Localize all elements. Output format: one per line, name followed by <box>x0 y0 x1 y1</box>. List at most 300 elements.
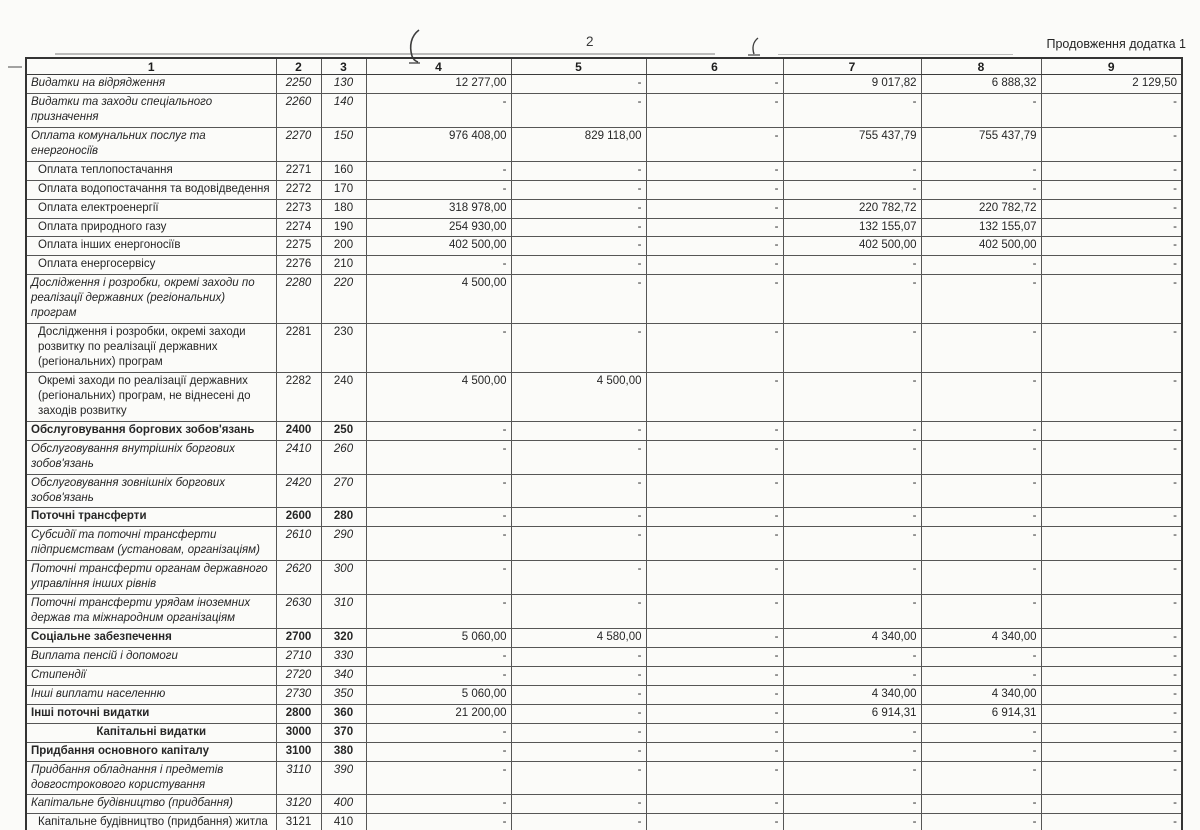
table-row-2260 <box>26 93 1182 127</box>
amount-col-9: - <box>1041 508 1182 527</box>
amount-col-4: - <box>366 93 511 127</box>
amount-col-5: - <box>511 723 646 742</box>
table-row-2400 <box>26 421 1182 440</box>
amount-col-6: - <box>646 237 783 256</box>
kekv-code: 2282 <box>276 372 321 421</box>
amount-col-8: - <box>921 814 1041 830</box>
row-code: 410 <box>321 814 366 830</box>
kekv-code: 2610 <box>276 527 321 561</box>
amount-col-9: - <box>1041 474 1182 508</box>
amount-col-4: - <box>366 508 511 527</box>
amount-col-6: - <box>646 127 783 161</box>
table-row-2250 <box>26 75 1182 94</box>
row-code: 360 <box>321 704 366 723</box>
expenditure-name: Капітальне будівництво (придбання) <box>26 795 276 814</box>
kekv-code: 2271 <box>276 161 321 180</box>
amount-col-8: 4 340,00 <box>921 685 1041 704</box>
amount-col-4: - <box>366 814 511 830</box>
budget-table <box>25 57 1183 830</box>
continuation-note: Продовження додатка 1 <box>1046 37 1186 51</box>
kekv-code: 2272 <box>276 180 321 199</box>
expenditure-name: Обслуговування зовнішніх боргових зобов'язань <box>26 474 276 508</box>
amount-col-8: - <box>921 372 1041 421</box>
amount-col-5: - <box>511 595 646 629</box>
amount-col-9: - <box>1041 742 1182 761</box>
amount-col-8: 402 500,00 <box>921 237 1041 256</box>
amount-col-8: - <box>921 666 1041 685</box>
amount-col-6: - <box>646 761 783 795</box>
amount-col-9: - <box>1041 256 1182 275</box>
amount-col-7: - <box>783 742 921 761</box>
amount-col-9: - <box>1041 218 1182 237</box>
amount-col-7: 4 340,00 <box>783 685 921 704</box>
amount-col-7: 402 500,00 <box>783 237 921 256</box>
amount-col-8: - <box>921 256 1041 275</box>
amount-col-5: 4 500,00 <box>511 372 646 421</box>
column-header-3: 3 <box>321 58 366 75</box>
amount-col-8: - <box>921 595 1041 629</box>
row-code: 350 <box>321 685 366 704</box>
amount-col-4: - <box>366 742 511 761</box>
amount-col-4: 4 500,00 <box>366 275 511 324</box>
table-row-2274 <box>26 218 1182 237</box>
amount-col-9: - <box>1041 161 1182 180</box>
amount-col-4: - <box>366 180 511 199</box>
amount-col-8: - <box>921 161 1041 180</box>
amount-col-6: - <box>646 180 783 199</box>
table-row-2720 <box>26 666 1182 685</box>
table-row-2270 <box>26 127 1182 161</box>
amount-col-5: - <box>511 527 646 561</box>
kekv-code: 2420 <box>276 474 321 508</box>
table-row-3110 <box>26 761 1182 795</box>
amount-col-6: - <box>646 440 783 474</box>
amount-col-9: - <box>1041 440 1182 474</box>
page-number: 2 <box>586 34 594 49</box>
kekv-code: 3121 <box>276 814 321 830</box>
amount-col-5: - <box>511 180 646 199</box>
table-body <box>26 75 1182 830</box>
amount-col-7: - <box>783 372 921 421</box>
row-code: 230 <box>321 324 366 373</box>
kekv-code: 3100 <box>276 742 321 761</box>
kekv-code: 2700 <box>276 629 321 648</box>
table-row-2271 <box>26 161 1182 180</box>
amount-col-4: - <box>366 421 511 440</box>
kekv-code: 2800 <box>276 704 321 723</box>
amount-col-4: - <box>366 161 511 180</box>
amount-col-9: 2 129,50 <box>1041 75 1182 94</box>
amount-col-9: - <box>1041 324 1182 373</box>
table-row-2276 <box>26 256 1182 275</box>
kekv-code: 2630 <box>276 595 321 629</box>
amount-col-9: - <box>1041 685 1182 704</box>
amount-col-9: - <box>1041 595 1182 629</box>
amount-col-7: - <box>783 474 921 508</box>
amount-col-6: - <box>646 723 783 742</box>
amount-col-7: - <box>783 723 921 742</box>
scan-artifact-line <box>778 54 1013 55</box>
expenditure-name: Оплата електроенергії <box>26 199 276 218</box>
table-row-2610 <box>26 527 1182 561</box>
kekv-code: 2276 <box>276 256 321 275</box>
amount-col-7: - <box>783 561 921 595</box>
expenditure-name: Виплата пенсій і допомоги <box>26 647 276 666</box>
kekv-code: 2710 <box>276 647 321 666</box>
amount-col-9: - <box>1041 93 1182 127</box>
amount-col-4: 4 500,00 <box>366 372 511 421</box>
amount-col-8: - <box>921 647 1041 666</box>
expenditure-name: Капітальні видатки <box>26 723 276 742</box>
amount-col-6: - <box>646 666 783 685</box>
amount-col-9: - <box>1041 127 1182 161</box>
amount-col-6: - <box>646 508 783 527</box>
table-row-3000 <box>26 723 1182 742</box>
amount-col-7: - <box>783 421 921 440</box>
amount-col-4: - <box>366 474 511 508</box>
amount-col-4: 5 060,00 <box>366 685 511 704</box>
amount-col-4: - <box>366 647 511 666</box>
amount-col-6: - <box>646 704 783 723</box>
amount-col-4: 402 500,00 <box>366 237 511 256</box>
amount-col-6: - <box>646 527 783 561</box>
kekv-code: 2410 <box>276 440 321 474</box>
amount-col-8: - <box>921 723 1041 742</box>
amount-col-9: - <box>1041 704 1182 723</box>
amount-col-9: - <box>1041 629 1182 648</box>
expenditure-name: Капітальне будівництво (придбання) житла <box>26 814 276 830</box>
amount-col-4: 254 930,00 <box>366 218 511 237</box>
amount-col-4: - <box>366 595 511 629</box>
amount-col-5: 829 118,00 <box>511 127 646 161</box>
row-code: 330 <box>321 647 366 666</box>
kekv-code: 2270 <box>276 127 321 161</box>
amount-col-9: - <box>1041 237 1182 256</box>
amount-col-6: - <box>646 256 783 275</box>
amount-col-6: - <box>646 93 783 127</box>
expenditure-name: Видатки на відрядження <box>26 75 276 94</box>
row-code: 200 <box>321 237 366 256</box>
amount-col-8: 755 437,79 <box>921 127 1041 161</box>
amount-col-4: - <box>366 761 511 795</box>
amount-col-5: - <box>511 237 646 256</box>
table-row-2282 <box>26 372 1182 421</box>
expenditure-name: Оплата теплопостачання <box>26 161 276 180</box>
amount-col-7: 6 914,31 <box>783 704 921 723</box>
amount-col-6: - <box>646 685 783 704</box>
amount-col-9: - <box>1041 527 1182 561</box>
amount-col-8: - <box>921 421 1041 440</box>
amount-col-5: - <box>511 324 646 373</box>
expenditure-name: Окремі заходи по реалізації державних (регіональних) програм, не віднесені до заходів розвитку <box>26 372 276 421</box>
amount-col-6: - <box>646 421 783 440</box>
table-row-2620 <box>26 561 1182 595</box>
amount-col-5: - <box>511 199 646 218</box>
expenditure-name: Інші виплати населенню <box>26 685 276 704</box>
amount-col-7: 9 017,82 <box>783 75 921 94</box>
amount-col-6: - <box>646 324 783 373</box>
table-row-2600 <box>26 508 1182 527</box>
kekv-code: 2260 <box>276 93 321 127</box>
amount-col-6: - <box>646 795 783 814</box>
row-code: 310 <box>321 595 366 629</box>
column-header-6: 6 <box>646 58 783 75</box>
row-code: 130 <box>321 75 366 94</box>
amount-col-5: - <box>511 256 646 275</box>
amount-col-9: - <box>1041 180 1182 199</box>
amount-col-9: - <box>1041 372 1182 421</box>
amount-col-4: 5 060,00 <box>366 629 511 648</box>
row-code: 260 <box>321 440 366 474</box>
amount-col-5: - <box>511 421 646 440</box>
amount-col-7: - <box>783 761 921 795</box>
kekv-code: 2281 <box>276 324 321 373</box>
row-code: 170 <box>321 180 366 199</box>
amount-col-8: - <box>921 742 1041 761</box>
amount-col-4: 12 277,00 <box>366 75 511 94</box>
amount-col-7: - <box>783 527 921 561</box>
amount-col-5: - <box>511 561 646 595</box>
row-code: 320 <box>321 629 366 648</box>
amount-col-5: - <box>511 795 646 814</box>
row-code: 280 <box>321 508 366 527</box>
amount-col-8: 220 782,72 <box>921 199 1041 218</box>
table-row-2800 <box>26 704 1182 723</box>
amount-col-4: - <box>366 723 511 742</box>
amount-col-4: 976 408,00 <box>366 127 511 161</box>
table-row-3121 <box>26 814 1182 830</box>
amount-col-7: - <box>783 93 921 127</box>
row-code: 220 <box>321 275 366 324</box>
table-row-3100 <box>26 742 1182 761</box>
amount-col-7: - <box>783 647 921 666</box>
row-code: 160 <box>321 161 366 180</box>
column-header-5: 5 <box>511 58 646 75</box>
expenditure-name: Поточні трансферти <box>26 508 276 527</box>
amount-col-5: - <box>511 666 646 685</box>
amount-col-8: - <box>921 93 1041 127</box>
table-header <box>26 58 1182 75</box>
amount-col-6: - <box>646 161 783 180</box>
amount-col-5: - <box>511 440 646 474</box>
table-row-2420 <box>26 474 1182 508</box>
amount-col-5: - <box>511 742 646 761</box>
row-code: 390 <box>321 761 366 795</box>
row-code: 340 <box>321 666 366 685</box>
column-header-8: 8 <box>921 58 1041 75</box>
table-row-2700 <box>26 629 1182 648</box>
table-row-2281 <box>26 324 1182 373</box>
amount-col-8: - <box>921 474 1041 508</box>
amount-col-6: - <box>646 218 783 237</box>
amount-col-8: 6 914,31 <box>921 704 1041 723</box>
amount-col-4: 318 978,00 <box>366 199 511 218</box>
amount-col-6: - <box>646 474 783 508</box>
amount-col-5: - <box>511 814 646 830</box>
amount-col-6: - <box>646 629 783 648</box>
amount-col-5: - <box>511 685 646 704</box>
expenditure-name: Придбання основного капіталу <box>26 742 276 761</box>
kekv-code: 2273 <box>276 199 321 218</box>
amount-col-9: - <box>1041 795 1182 814</box>
amount-col-5: - <box>511 275 646 324</box>
kekv-code: 2620 <box>276 561 321 595</box>
table-row-2272 <box>26 180 1182 199</box>
amount-col-8: - <box>921 275 1041 324</box>
kekv-code: 2600 <box>276 508 321 527</box>
expenditure-name: Обслуговування внутрішніх боргових зобов'язань <box>26 440 276 474</box>
row-code: 150 <box>321 127 366 161</box>
amount-col-6: - <box>646 199 783 218</box>
amount-col-5: - <box>511 761 646 795</box>
kekv-code: 2400 <box>276 421 321 440</box>
table-row-2710 <box>26 647 1182 666</box>
row-code: 240 <box>321 372 366 421</box>
amount-col-5: - <box>511 474 646 508</box>
amount-col-5: 4 580,00 <box>511 629 646 648</box>
amount-col-8: 4 340,00 <box>921 629 1041 648</box>
row-code: 180 <box>321 199 366 218</box>
amount-col-7: - <box>783 795 921 814</box>
row-code: 290 <box>321 527 366 561</box>
kekv-code: 2280 <box>276 275 321 324</box>
row-code: 250 <box>321 421 366 440</box>
amount-col-4: - <box>366 527 511 561</box>
amount-col-7: - <box>783 275 921 324</box>
table-row-3120 <box>26 795 1182 814</box>
expenditure-name: Оплата інших енергоносіїв <box>26 237 276 256</box>
amount-col-5: - <box>511 161 646 180</box>
amount-col-7: - <box>783 595 921 629</box>
expenditure-name: Дослідження і розробки, окремі заходи розвитку по реалізації державних (регіональних) програм <box>26 324 276 373</box>
amount-col-4: - <box>366 666 511 685</box>
amount-col-6: - <box>646 75 783 94</box>
amount-col-7: 755 437,79 <box>783 127 921 161</box>
table-row-2630 <box>26 595 1182 629</box>
column-header-1: 1 <box>26 58 276 75</box>
column-header-9: 9 <box>1041 58 1182 75</box>
kekv-code: 2274 <box>276 218 321 237</box>
amount-col-5: - <box>511 704 646 723</box>
expenditure-name: Придбання обладнання і предметів довгострокового користування <box>26 761 276 795</box>
amount-col-9: - <box>1041 647 1182 666</box>
amount-col-8: - <box>921 527 1041 561</box>
amount-col-5: - <box>511 647 646 666</box>
kekv-code: 3000 <box>276 723 321 742</box>
amount-col-5: - <box>511 75 646 94</box>
amount-col-7: - <box>783 324 921 373</box>
column-header-2: 2 <box>276 58 321 75</box>
row-code: 140 <box>321 93 366 127</box>
amount-col-6: - <box>646 647 783 666</box>
table-row-2275 <box>26 237 1182 256</box>
column-header-4: 4 <box>366 58 511 75</box>
kekv-code: 3110 <box>276 761 321 795</box>
amount-col-7: - <box>783 161 921 180</box>
amount-col-8: - <box>921 180 1041 199</box>
amount-col-4: - <box>366 561 511 595</box>
amount-col-4: - <box>366 256 511 275</box>
kekv-code: 2250 <box>276 75 321 94</box>
row-code: 270 <box>321 474 366 508</box>
kekv-code: 3120 <box>276 795 321 814</box>
amount-col-4: - <box>366 324 511 373</box>
amount-col-8: - <box>921 761 1041 795</box>
amount-col-4: - <box>366 795 511 814</box>
amount-col-9: - <box>1041 275 1182 324</box>
amount-col-9: - <box>1041 814 1182 830</box>
amount-col-5: - <box>511 218 646 237</box>
amount-col-6: - <box>646 742 783 761</box>
expenditure-name: Оплата водопостачання та водовідведення <box>26 180 276 199</box>
amount-col-5: - <box>511 93 646 127</box>
expenditure-name: Оплата комунальних послуг та енергоносіїв <box>26 127 276 161</box>
expenditure-name: Поточні трансферти органам державного управління інших рівнів <box>26 561 276 595</box>
amount-col-6: - <box>646 561 783 595</box>
table-row-2280 <box>26 275 1182 324</box>
expenditure-name: Обслуговування боргових зобов'язань <box>26 421 276 440</box>
row-code: 190 <box>321 218 366 237</box>
amount-col-7: 132 155,07 <box>783 218 921 237</box>
scan-artifact-speck <box>8 66 22 68</box>
expenditure-name: Соціальне забезпечення <box>26 629 276 648</box>
amount-col-9: - <box>1041 561 1182 595</box>
amount-col-9: - <box>1041 761 1182 795</box>
amount-col-8: - <box>921 508 1041 527</box>
expenditure-name: Оплата енергосервісу <box>26 256 276 275</box>
column-header-row <box>26 58 1182 75</box>
amount-col-9: - <box>1041 666 1182 685</box>
row-code: 370 <box>321 723 366 742</box>
amount-col-8: 6 888,32 <box>921 75 1041 94</box>
amount-col-6: - <box>646 595 783 629</box>
row-code: 400 <box>321 795 366 814</box>
expenditure-name: Інші поточні видатки <box>26 704 276 723</box>
amount-col-7: - <box>783 256 921 275</box>
amount-col-7: - <box>783 814 921 830</box>
amount-col-5: - <box>511 508 646 527</box>
column-header-7: 7 <box>783 58 921 75</box>
amount-col-7: - <box>783 666 921 685</box>
amount-col-9: - <box>1041 199 1182 218</box>
amount-col-8: - <box>921 561 1041 595</box>
amount-col-9: - <box>1041 421 1182 440</box>
expenditure-name: Стипендії <box>26 666 276 685</box>
amount-col-9: - <box>1041 723 1182 742</box>
kekv-code: 2730 <box>276 685 321 704</box>
amount-col-6: - <box>646 275 783 324</box>
amount-col-6: - <box>646 814 783 830</box>
kekv-code: 2720 <box>276 666 321 685</box>
amount-col-8: - <box>921 324 1041 373</box>
amount-col-6: - <box>646 372 783 421</box>
table-row-2730 <box>26 685 1182 704</box>
amount-col-7: - <box>783 508 921 527</box>
scan-artifact-line <box>55 53 715 55</box>
amount-col-8: 132 155,07 <box>921 218 1041 237</box>
amount-col-7: 220 782,72 <box>783 199 921 218</box>
amount-col-7: - <box>783 440 921 474</box>
expenditure-name: Субсидії та поточні трансферти підприємствам (установам, організаціям) <box>26 527 276 561</box>
expenditure-name: Дослідження і розробки, окремі заходи по реалізації державних (регіональних) програм <box>26 275 276 324</box>
amount-col-7: - <box>783 180 921 199</box>
row-code: 300 <box>321 561 366 595</box>
amount-col-4: - <box>366 440 511 474</box>
amount-col-7: 4 340,00 <box>783 629 921 648</box>
table-row-2410 <box>26 440 1182 474</box>
amount-col-8: - <box>921 440 1041 474</box>
table-row-2273 <box>26 199 1182 218</box>
